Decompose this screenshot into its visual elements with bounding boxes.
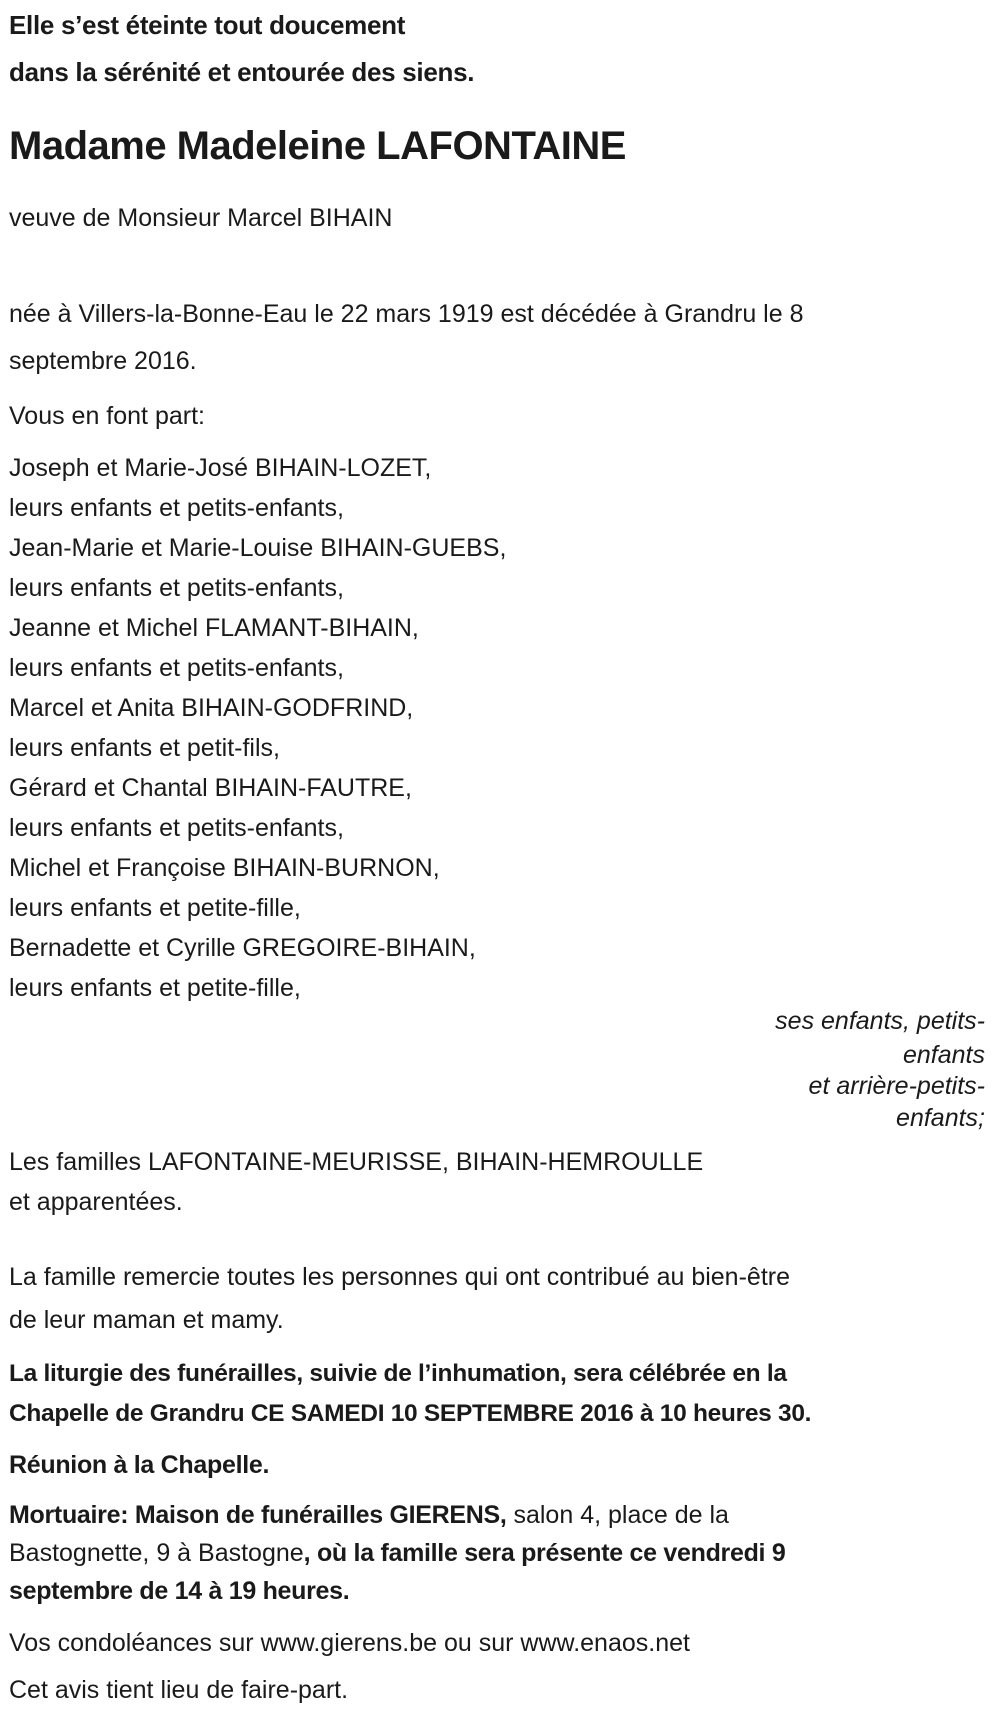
families-line-1: Les familles LAFONTAINE-MEURISSE, BIHAIN-HEMROULLE — [9, 1148, 704, 1176]
thanks-line-1: La famille remercie toutes les personnes qui ont contribué au bien-être — [9, 1263, 790, 1291]
relation-note-line: et arrière-petits- — [808, 1072, 985, 1100]
relation-note — [9, 1008, 985, 1138]
epitaph-line-1: Elle s’est éteinte tout doucement — [9, 10, 406, 40]
liturgy-paragraph — [9, 1354, 985, 1434]
thanks-paragraph — [9, 1256, 985, 1342]
family-line: leurs enfants et petite-fille, — [9, 894, 301, 922]
family-line: Gérard et Chantal BIHAIN-FAUTRE, — [9, 774, 412, 802]
deceased-name-heading: Madame Madeleine LAFONTAINE — [9, 124, 626, 168]
family-line: Bernadette et Cyrille GREGOIRE-BIHAIN, — [9, 934, 476, 962]
family-line: leurs enfants et petite-fille, — [9, 974, 301, 1002]
mortuary-address-text: Bastognette, 9 à Bastogne — [9, 1539, 304, 1567]
mortuary-bold-intro: Mortuaire: Maison de funérailles GIERENS, — [9, 1501, 507, 1529]
liturgy-line-2: Chapelle de Grandru CE SAMEDI 10 SEPTEMBRE 2016 à 10 heures 30. — [9, 1400, 812, 1427]
families-line-2: et apparentées. — [9, 1188, 183, 1216]
family-line: Jean-Marie et Marie-Louise BIHAIN-GUEBS, — [9, 534, 507, 562]
family-line: leurs enfants et petits-enfants, — [9, 494, 344, 522]
condolences-line — [9, 1626, 985, 1660]
thanks-line-2: de leur maman et mamy. — [9, 1306, 284, 1334]
family-line: Michel et Françoise BIHAIN-BURNON, — [9, 854, 440, 882]
mortuary-paragraph — [9, 1496, 985, 1610]
birth-death-line-1: née à Villers-la-Bonne-Eau le 22 mars 1919 est décédée à Grandru le 8 — [9, 300, 804, 328]
family-list — [9, 448, 985, 1008]
family-line: leurs enfants et petits-enfants, — [9, 814, 344, 842]
mortuary-line-3 — [9, 1577, 349, 1605]
relation-note-line: enfants; — [896, 1104, 985, 1132]
epitaph-line-2: dans la sérénité et entourée des siens. — [9, 57, 475, 87]
widow-line: veuve de Monsieur Marcel BIHAIN — [9, 204, 393, 232]
closing-line: Cet avis tient lieu de faire-part. — [9, 1676, 349, 1704]
mortuary-bold-hours: septembre de 14 à 19 heures. — [9, 1577, 350, 1605]
family-line: leurs enfants et petits-enfants, — [9, 574, 344, 602]
enaos-url: www.enaos.net — [520, 1629, 690, 1657]
birth-death-paragraph — [9, 291, 985, 385]
mortuary-salon-text: salon 4, place de la — [506, 1501, 729, 1529]
gierens-url: www.gierens.be — [260, 1629, 438, 1657]
family-line: leurs enfants et petits-enfants, — [9, 654, 344, 682]
mortuary-bold-presence: , où la famille sera présente ce vendredi 9 — [303, 1539, 786, 1567]
family-line: leurs enfants et petit-fils, — [9, 734, 280, 762]
reunion-line: Réunion à la Chapelle. — [9, 1451, 270, 1479]
family-line: Marcel et Anita BIHAIN-GODFRIND, — [9, 694, 414, 722]
relation-note-line: enfants — [902, 1041, 985, 1069]
announcement-intro: Vous en font part: — [9, 402, 205, 430]
mortuary-line-1 — [9, 1501, 729, 1529]
birth-death-line-2: septembre 2016. — [9, 347, 197, 375]
liturgy-line-1: La liturgie des funérailles, suivie de l’inhumation, sera célébrée en la — [9, 1360, 787, 1387]
families-paragraph — [9, 1142, 985, 1222]
family-line: Jeanne et Michel FLAMANT-BIHAIN, — [9, 614, 419, 642]
condolences-prefix: Vos condoléances sur — [9, 1629, 261, 1657]
relation-note-line: ses enfants, petits- — [775, 1007, 985, 1035]
condolences-connector: ou sur — [437, 1629, 521, 1657]
family-line: Joseph et Marie-José BIHAIN-LOZET, — [9, 454, 432, 482]
mortuary-line-2 — [9, 1539, 785, 1567]
